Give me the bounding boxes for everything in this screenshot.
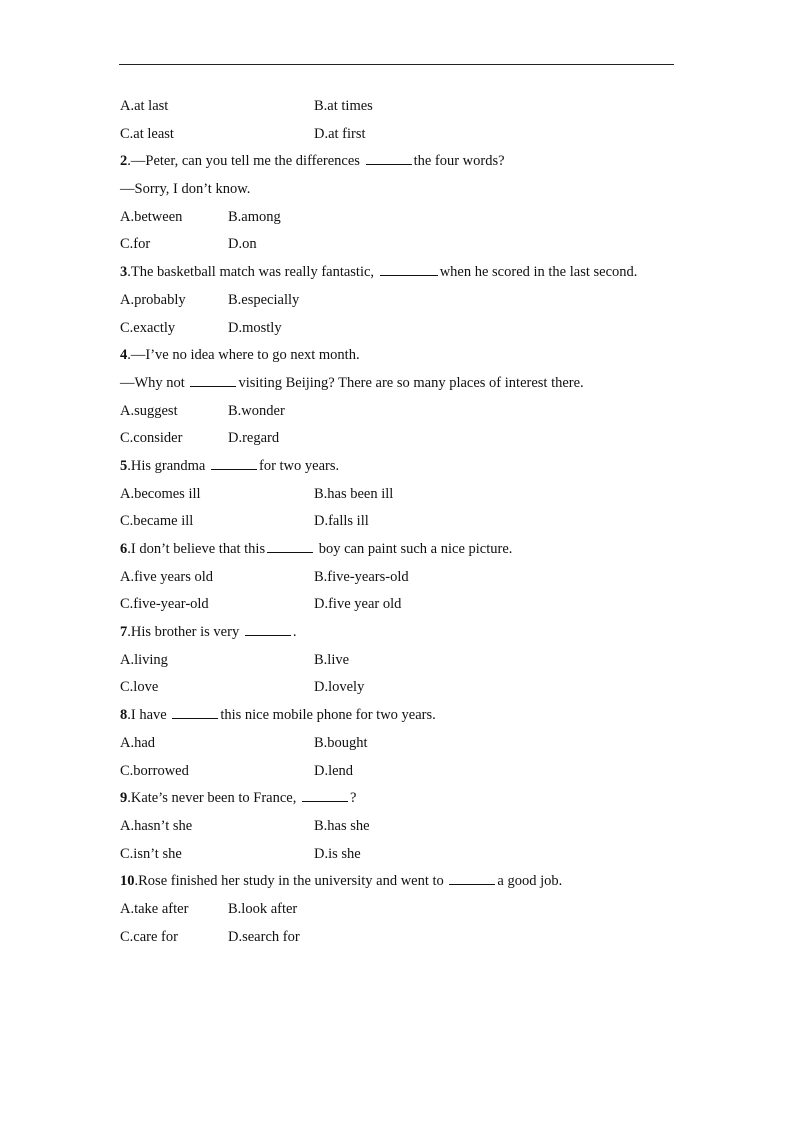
options-row <box>120 204 675 232</box>
stem-text: .I have <box>127 707 171 724</box>
option-d: D.on <box>228 236 257 253</box>
option-a: A.living <box>120 651 168 668</box>
question-stem-line <box>120 619 675 647</box>
options-row <box>120 481 675 509</box>
question-stem-line <box>120 453 675 481</box>
answer-blank <box>172 704 218 719</box>
question-stem-line <box>120 702 675 730</box>
options-row <box>120 287 675 315</box>
stem-text: .Kate’s never been to France, <box>127 790 300 807</box>
answer-blank <box>380 261 438 276</box>
question-continued <box>120 93 675 148</box>
question-stem-line <box>120 785 675 813</box>
stem-text: for two years. <box>259 457 340 474</box>
question-stem-line <box>120 176 675 204</box>
question-number: 9 <box>120 790 128 807</box>
option-a: A.five years old <box>120 568 214 585</box>
options-row <box>120 564 675 592</box>
option-c: C.exactly <box>120 319 176 336</box>
answer-blank <box>449 871 495 886</box>
stem-text: boy can paint such a nice picture. <box>315 541 513 558</box>
question-number: 7 <box>120 624 128 641</box>
options-row <box>120 591 675 619</box>
option-b: B.has she <box>314 817 370 834</box>
question-stem-line <box>120 868 675 896</box>
options-row <box>120 924 675 952</box>
stem-text: the four words? <box>413 153 505 170</box>
question-list <box>120 93 675 951</box>
stem-text: .—I’ve no idea where to go next month. <box>127 347 360 364</box>
stem-text: ? <box>349 790 357 807</box>
question-number: 4 <box>120 347 128 364</box>
answer-blank <box>211 455 257 470</box>
stem-text: when he scored in the last second. <box>439 264 638 281</box>
stem-text: —Why not <box>120 374 189 391</box>
question-7 <box>120 619 675 702</box>
stem-text: .His grandma <box>127 457 209 474</box>
question-stem-line <box>120 259 675 287</box>
option-c: C.five-year-old <box>120 596 209 613</box>
option-a: A.suggest <box>120 402 178 419</box>
options-row <box>120 813 675 841</box>
question-8 <box>120 702 675 785</box>
option-c: C.care for <box>120 928 178 945</box>
option-b: B.live <box>314 651 350 668</box>
option-d: D.lovely <box>314 679 365 696</box>
question-stem-line <box>120 536 675 564</box>
stem-text: .Rose finished her study in the university and went to <box>134 873 448 890</box>
answer-blank <box>366 151 412 166</box>
option-d: D.at first <box>314 125 366 142</box>
stem-text: .The basketball match was really fantastic, <box>127 264 378 281</box>
option-d: D.search for <box>228 928 300 945</box>
stem-text: .—Peter, can you tell me the differences <box>127 153 364 170</box>
option-b: B.especially <box>228 291 300 308</box>
option-c: C.at least <box>120 125 174 142</box>
question-4 <box>120 342 675 453</box>
option-c: C.isn’t she <box>120 845 182 862</box>
question-number: 5 <box>120 457 128 474</box>
option-d: D.mostly <box>228 319 282 336</box>
question-10 <box>120 868 675 951</box>
question-number: 8 <box>120 707 128 724</box>
option-d: D.falls ill <box>314 513 369 530</box>
answer-blank <box>302 787 348 802</box>
answer-blank <box>267 538 313 553</box>
option-a: A.take after <box>120 900 189 917</box>
option-b: B.at times <box>314 98 373 114</box>
option-d: D.is she <box>314 845 361 862</box>
option-b: B.has been ill <box>314 485 394 502</box>
option-d: D.regard <box>228 430 280 447</box>
option-c: C.borrowed <box>120 762 189 779</box>
stem-text: a good job. <box>497 873 563 890</box>
stem-text: —Sorry, I don’t know. <box>120 181 251 198</box>
option-a: A.hasn’t she <box>120 817 193 834</box>
question-number: 2 <box>120 153 128 170</box>
question-number: 6 <box>120 541 128 558</box>
options-row <box>120 841 675 869</box>
option-a: A.becomes ill <box>120 485 201 502</box>
option-d: D.lend <box>314 762 354 779</box>
stem-text: visiting Beijing? There are so many places of interest there. <box>238 374 584 391</box>
header-rule <box>119 64 674 65</box>
option-b: B.among <box>228 208 281 225</box>
options-row <box>120 508 675 536</box>
question-2 <box>120 148 675 259</box>
options-row <box>120 674 675 702</box>
question-3 <box>120 259 675 342</box>
options-row <box>120 231 675 259</box>
question-stem-line <box>120 370 675 398</box>
stem-text: this nice mobile phone for two years. <box>220 707 436 724</box>
option-b: B.wonder <box>228 402 285 419</box>
options-row <box>120 896 675 924</box>
stem-text: .I don’t believe that this <box>127 541 266 558</box>
question-9 <box>120 785 675 868</box>
option-c: C.consider <box>120 430 183 447</box>
option-c: C.for <box>120 236 151 253</box>
stem-text: . <box>292 624 297 641</box>
option-a: A.at last <box>120 98 169 114</box>
stem-text: .His brother is very <box>127 624 243 641</box>
question-number: 10 <box>120 873 135 890</box>
options-row <box>120 425 675 453</box>
options-row <box>120 398 675 426</box>
option-b: B.bought <box>314 734 368 751</box>
option-a: A.between <box>120 208 183 225</box>
answer-blank <box>190 372 236 387</box>
question-5 <box>120 453 675 536</box>
options-row <box>120 121 675 149</box>
options-row <box>120 758 675 786</box>
options-row <box>120 647 675 675</box>
option-c: C.became ill <box>120 513 194 530</box>
question-stem-line <box>120 148 675 176</box>
answer-blank <box>245 621 291 636</box>
option-a: A.had <box>120 734 156 751</box>
options-row <box>120 730 675 758</box>
question-6 <box>120 536 675 619</box>
option-b: B.look after <box>228 900 298 917</box>
option-b: B.five-years-old <box>314 568 409 585</box>
option-a: A.probably <box>120 291 186 308</box>
question-number: 3 <box>120 264 128 281</box>
question-stem-line <box>120 342 675 370</box>
option-d: D.five year old <box>314 596 402 613</box>
options-row <box>120 93 675 121</box>
option-c: C.love <box>120 679 159 696</box>
options-row <box>120 315 675 343</box>
